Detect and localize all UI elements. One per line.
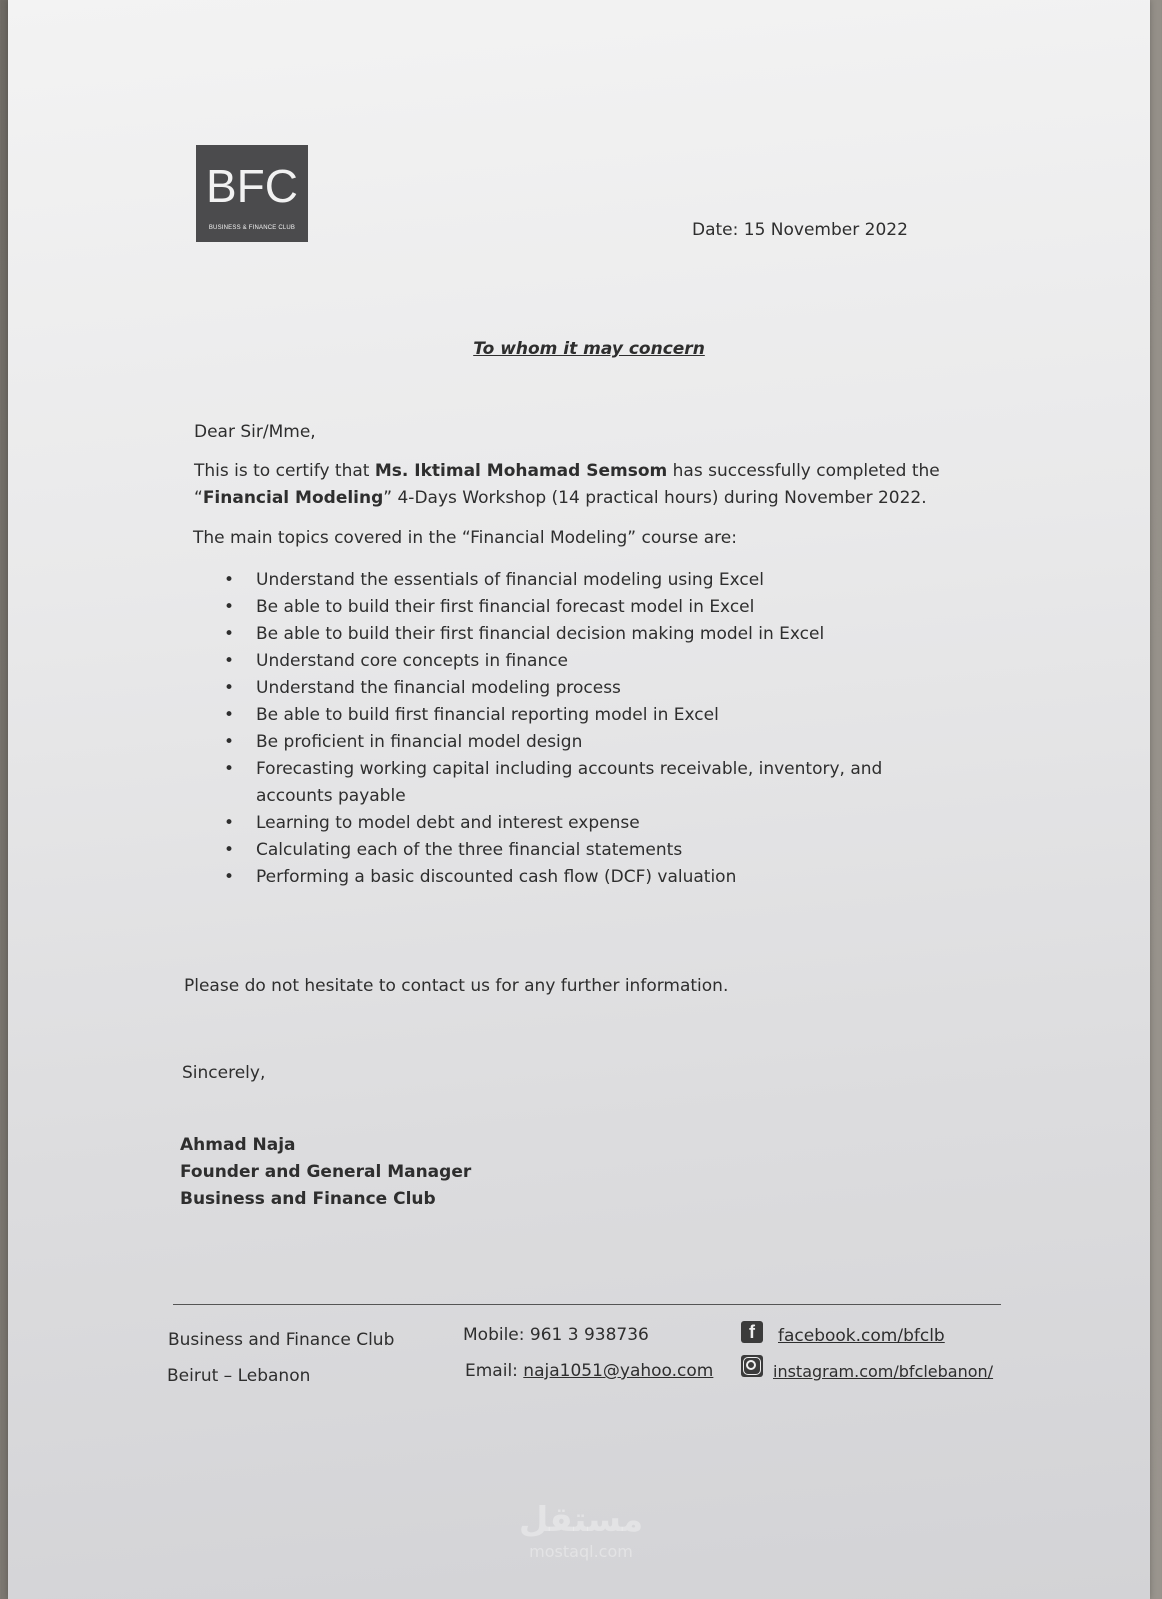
course-name: Financial Modeling <box>202 488 384 508</box>
list-item: • Understand the financial modeling process <box>222 675 942 702</box>
list-item: • Understand the essentials of financial modeling using Excel <box>222 567 942 594</box>
sign-off: Sincerely, <box>182 1063 266 1083</box>
list-item: • Performing a basic discounted cash flow (DCF) valuation <box>222 864 942 891</box>
footer-location: Beirut – Lebanon <box>167 1366 311 1386</box>
email-label: Email: <box>465 1361 524 1381</box>
list-item: • Be proficient in financial model design <box>222 729 942 756</box>
footer-email-row <box>465 1361 713 1381</box>
topics-list <box>222 567 942 891</box>
letter-subject: To whom it may concern <box>473 339 705 359</box>
instagram-link[interactable]: instagram.com/bfclebanon/ <box>773 1362 994 1381</box>
footer-divider <box>173 1304 1001 1305</box>
recipient-name: Ms. Iktimal Mohamad Semsom <box>374 461 668 481</box>
list-item: • Understand core concepts in finance <box>222 648 942 675</box>
watermark-latin: mostaql.com <box>529 1542 633 1561</box>
signer-organization: Business and Finance Club <box>180 1189 436 1209</box>
list-item: • Be able to build their first financial decision making model in Excel <box>222 621 942 648</box>
list-item: • Calculating each of the three financial statements <box>222 837 942 864</box>
watermark-arabic: مستقل <box>518 1500 644 1540</box>
letter-date: Date: 15 November 2022 <box>692 220 908 240</box>
signature-block <box>180 1132 471 1213</box>
list-item: • Forecasting working capital including accounts receivable, inventory, and accounts payable <box>222 756 942 810</box>
course-open-quote: “ <box>194 488 203 508</box>
footer-facebook <box>778 1326 945 1346</box>
intro-text-1: This is to certify that <box>194 461 375 481</box>
footer-mobile: Mobile: 961 3 938736 <box>463 1325 649 1345</box>
list-item: • Be able to build their first financial forecast model in Excel <box>222 594 942 621</box>
instagram-icon[interactable] <box>741 1355 763 1377</box>
letter-page <box>8 0 1150 1599</box>
intro-paragraph <box>194 458 954 512</box>
closing-line: Please do not hesitate to contact us for any further information. <box>184 976 729 996</box>
footer-instagram <box>773 1362 993 1381</box>
footer-org: Business and Finance Club <box>168 1330 395 1350</box>
intro-text-2: has successfully completed the <box>667 461 940 481</box>
logo-text: BFC <box>206 160 298 212</box>
email-link[interactable]: naja1051@yahoo.com <box>523 1361 714 1381</box>
facebook-icon[interactable]: f <box>741 1321 763 1343</box>
signer-title: Founder and General Manager <box>180 1162 472 1182</box>
logo-subtitle: BUSINESS & FINANCE CLUB <box>208 225 296 231</box>
bfc-logo <box>196 145 308 242</box>
intro-text-3: ” 4-Days Workshop (14 practical hours) during November 2022. <box>383 488 927 508</box>
topics-lead: The main topics covered in the “Financial Modeling” course are: <box>193 528 737 548</box>
facebook-link[interactable]: facebook.com/bfclb <box>778 1326 945 1346</box>
signer-name: Ahmad Naja <box>180 1135 296 1155</box>
site-watermark <box>0 1500 1162 1561</box>
list-item: • Be able to build first financial reporting model in Excel <box>222 702 942 729</box>
salutation: Dear Sir/Mme, <box>194 422 316 442</box>
list-item: • Learning to model debt and interest expense <box>222 810 942 837</box>
